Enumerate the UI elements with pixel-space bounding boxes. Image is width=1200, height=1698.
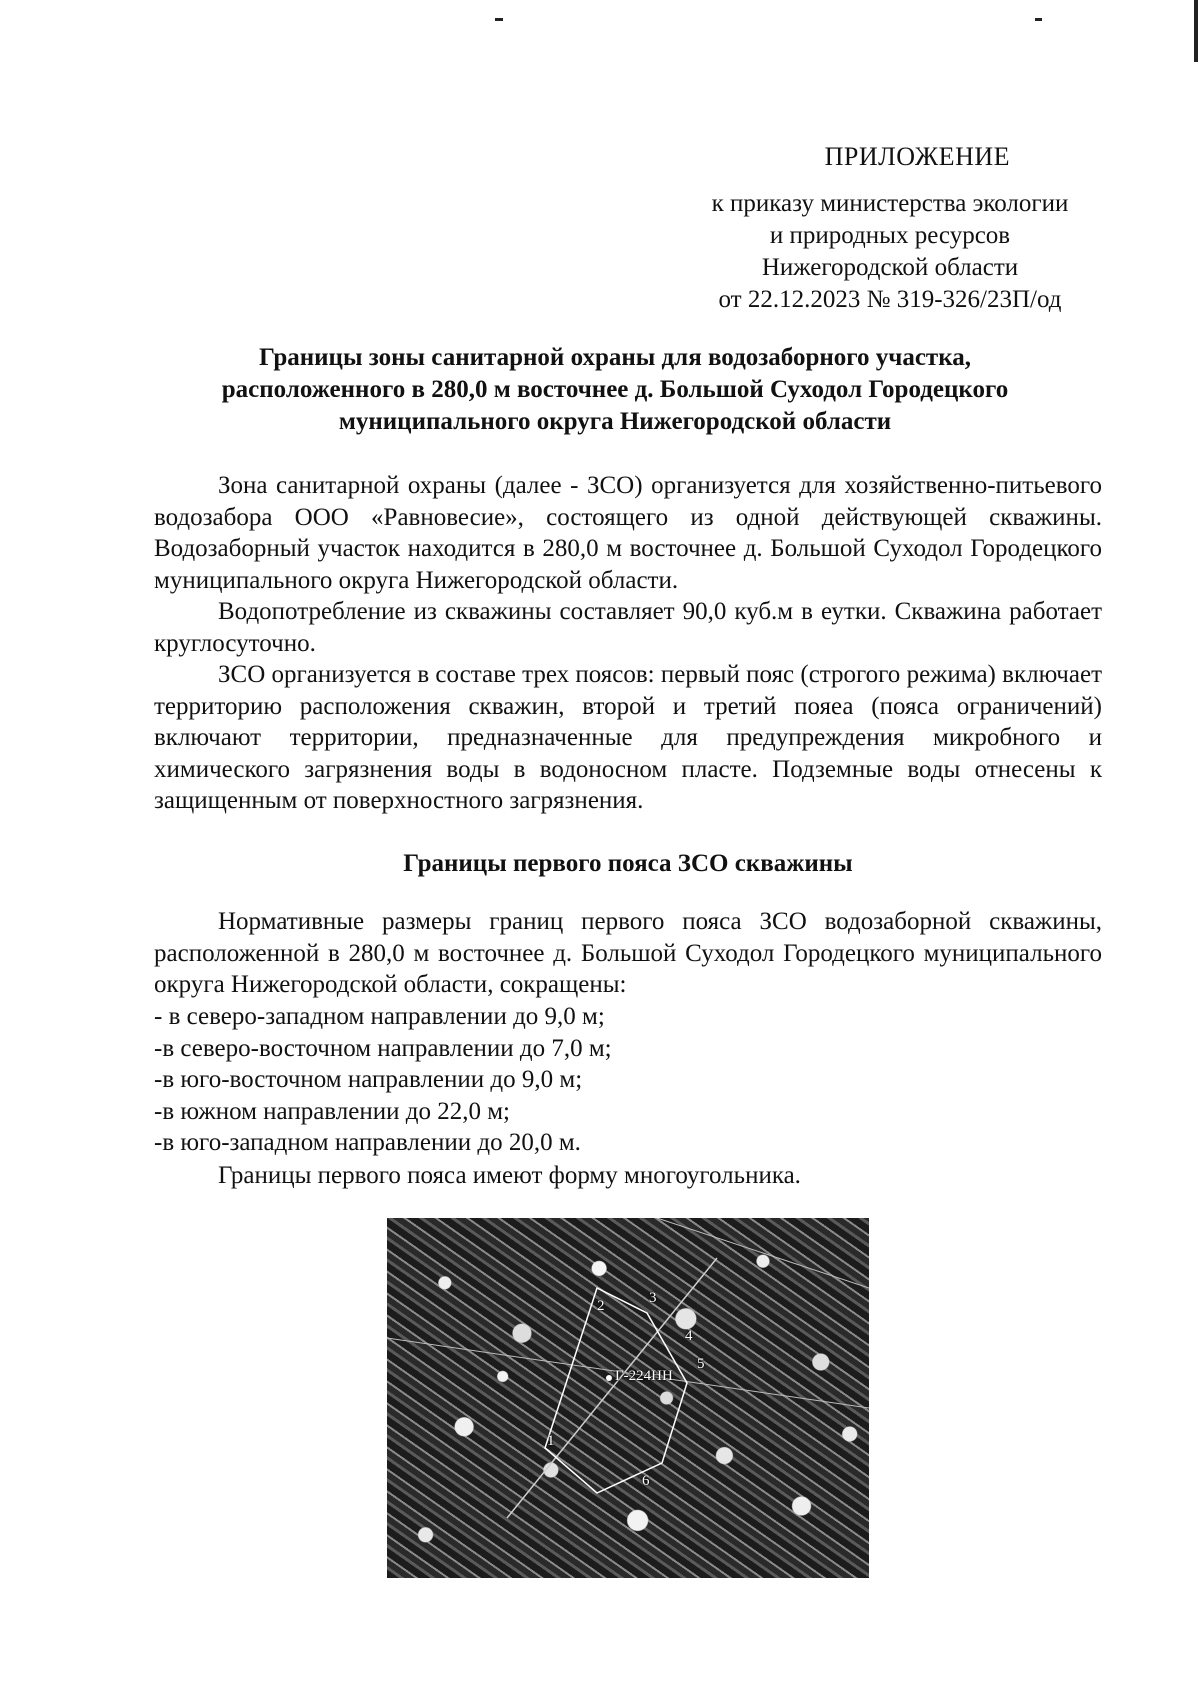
title-line: Границы зоны санитарной охраны для водозаборного участка, (259, 344, 971, 371)
list-item: -в юго-восточном направлении до 9,0 м; (154, 1066, 583, 1093)
title-line: расположенного в 280,0 м восточнее д. Большой Суходол Городецкого (221, 376, 1009, 403)
paragraph: ЗСО организуется в составе трех поясов: первый пояс (строгого режима) включает территорию расположения скважин, второй и третий пояеа (пояса ограничений) включают территории, предназначенные для предупреждения микробного и химического загрязнения воды в водоносном пласте. Подземные воды отнесены к защищенным от поверхностного загрязнения. (154, 661, 1102, 814)
order-reference (680, 188, 1100, 316)
section-title: Границы первого пояса ЗСО скважины (403, 850, 853, 877)
order-line: к приказу министерства экологии (711, 190, 1069, 217)
paragraph: Зона санитарной охраны (далее - ЗСО) организуется для хозяйственно-питьевого водозабора ООО «Равновесие», состоящего из одной действующей скважины. Водозаборный участок находится в 280,0 м восточнее д. Большой Суходол Городецкого муниципального округа Нижегородской области. (154, 472, 1102, 594)
order-line: и природных ресурсов (769, 222, 1011, 249)
list-item: - в северо-западном направлении до 9,0 м; (154, 1003, 605, 1030)
point-label: 5 (697, 1356, 705, 1372)
order-line: от 22.12.2023 № 319-326/23П/од (718, 286, 1062, 313)
point-label: 4 (685, 1328, 693, 1344)
point-label: 3 (649, 1290, 657, 1306)
appendix-label: ПРИЛОЖЕНИЕ (824, 142, 1010, 171)
scan-mark (495, 18, 503, 21)
paragraph: Нормативные размеры границ первого пояса ЗСО водозаборной скважины, расположенной в 280,0 м восточнее д. Большой Суходол Городецкого муниципального округа Нижегородской области, сокращены: (154, 908, 1102, 998)
point-label: 6 (642, 1473, 650, 1489)
document-title (150, 342, 1080, 438)
satellite-map (387, 1218, 869, 1578)
zone-polygon (545, 1288, 687, 1493)
list-item: -в юго-западном направлении до 20,0 м. (154, 1129, 581, 1156)
point-label: 1 (547, 1433, 555, 1449)
scan-mark (1035, 18, 1042, 21)
scan-edge (1194, 0, 1198, 62)
list-item: -в южном направлении до 22,0 м; (154, 1097, 510, 1125)
order-line: Нижегородской области (761, 254, 1019, 281)
map-boundary-line (657, 1218, 869, 1288)
list-item: -в северо-восточном направлении до 7,0 м; (154, 1034, 612, 1062)
well-label: Г-224НН (615, 1368, 673, 1384)
paragraph: Границы первого пояса имеют форму многоугольника. (218, 1162, 801, 1189)
point-label: 2 (597, 1298, 605, 1314)
paragraph: Водопотребление из скважины составляет 90,0 куб.м в еутки. Скважина работает круглосуточно. (154, 598, 1102, 657)
section-closing (154, 1160, 1102, 1192)
well-marker (606, 1375, 612, 1381)
section-lead (154, 906, 1102, 1001)
direction-list (154, 1001, 1102, 1159)
intro-text (154, 470, 1102, 817)
title-line: муниципального округа Нижегородской области (338, 408, 892, 435)
map-overlay (387, 1218, 869, 1578)
